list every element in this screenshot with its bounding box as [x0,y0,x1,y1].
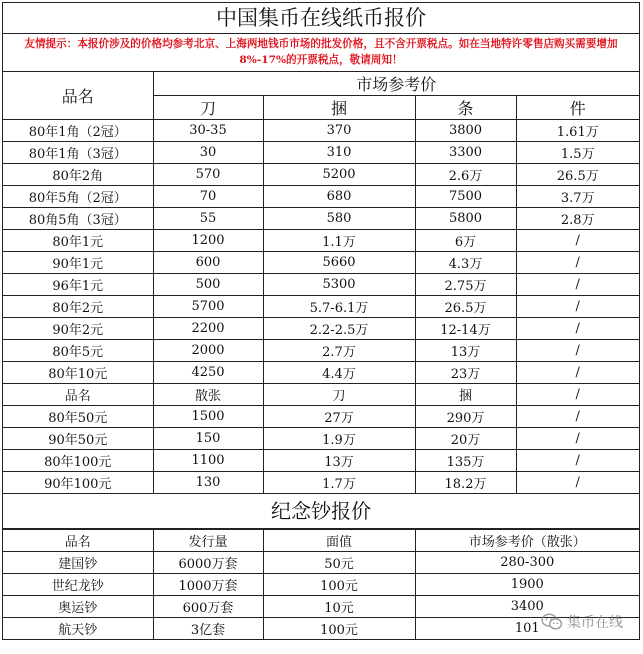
table-row [3,362,639,384]
banknote-price-table [3,72,639,494]
table-cell: 6000万套 [153,552,263,574]
table-cell: 2.2-2.5万 [263,318,415,340]
table-cell: / [516,450,639,472]
column-header: 捆 [263,96,415,120]
table-cell: 4.3万 [415,252,516,274]
table-cell: 80年1角（3冠） [3,142,153,164]
page-title: 中国集币在线纸币报价 [3,3,639,34]
table-cell: / [516,340,639,362]
table-cell: 3亿套 [153,618,263,640]
market-header: 市场参考价 [153,72,639,96]
table-cell: 90年2元 [3,318,153,340]
table-row [3,164,639,186]
table-cell: 12-14万 [415,318,516,340]
table-cell: 80年1角（2冠） [3,120,153,142]
table-cell: 5800 [415,208,516,230]
table-cell: 90年100元 [3,472,153,494]
table-row [3,450,639,472]
table-cell: 90年1元 [3,252,153,274]
table-row [3,318,639,340]
table-cell: / [516,230,639,252]
table-cell: 310 [263,142,415,164]
table-cell: 1000万套 [153,574,263,596]
table-row [3,428,639,450]
table-row [3,142,639,164]
table-cell: 280-300 [415,552,639,574]
table-cell: 13万 [415,340,516,362]
table-cell: 3800 [415,120,516,142]
table-cell: 1.7万 [263,472,415,494]
table-cell: 100元 [263,574,415,596]
table-cell: 570 [153,164,263,186]
column-header: 件 [516,96,639,120]
table-cell: 5660 [263,252,415,274]
table-cell: 2.75万 [415,274,516,296]
table-cell: 刀 [263,384,415,406]
table-cell: 1100 [153,450,263,472]
name-header: 品名 [3,72,153,120]
table-row [3,406,639,428]
table-cell: 4.4万 [263,362,415,384]
table-cell: 23万 [415,362,516,384]
table-cell: 50元 [263,552,415,574]
table-cell: 90年50元 [3,428,153,450]
table-cell: 1500 [153,406,263,428]
table-cell: 2.6万 [415,164,516,186]
table-cell: 2000 [153,340,263,362]
table-row [3,472,639,494]
table-cell: 1.1万 [263,230,415,252]
table-cell: 290万 [415,406,516,428]
column-header: 发行量 [153,530,263,552]
table-cell: 130 [153,472,263,494]
watermark-text: 集币在线 [567,615,623,631]
table-cell: 5200 [263,164,415,186]
table-row [3,552,639,574]
table-cell: 散张 [153,384,263,406]
table-cell: / [516,318,639,340]
table-cell: 10元 [263,596,415,618]
table-row [3,120,639,142]
table-cell: 捆 [415,384,516,406]
table-row [3,208,639,230]
table-cell: 2.8万 [516,208,639,230]
table-cell: 96年1元 [3,274,153,296]
table-cell: 1.9万 [263,428,415,450]
table-cell: 30-35 [153,120,263,142]
table-cell: 70 [153,186,263,208]
table-cell: 26.5万 [415,296,516,318]
table-cell: 80年50元 [3,406,153,428]
table-row [3,340,639,362]
table-cell: / [516,472,639,494]
table-cell: 80年2元 [3,296,153,318]
table-cell: 135万 [415,450,516,472]
table-cell: / [516,252,639,274]
table-cell: 80年5角（2冠） [3,186,153,208]
price-sheet [2,2,640,640]
table-cell: 80年1元 [3,230,153,252]
table-cell: 680 [263,186,415,208]
table-cell: 建国钞 [3,552,153,574]
table-cell: 3400 [415,596,639,618]
table-cell: 80年10元 [3,362,153,384]
table-cell: 27万 [263,406,415,428]
table-cell: 30 [153,142,263,164]
table-cell: 5300 [263,274,415,296]
table-cell: 6万 [415,230,516,252]
table-cell: 55 [153,208,263,230]
table-cell: 品名 [3,384,153,406]
table-cell: 5.7-6.1万 [263,296,415,318]
table-cell: 150 [153,428,263,450]
table-cell: 370 [263,120,415,142]
wechat-icon [541,613,563,631]
table-cell: 13万 [263,450,415,472]
table-cell: 100元 [263,618,415,640]
table-cell: 5700 [153,296,263,318]
table-cell: 26.5万 [516,164,639,186]
table-cell: / [516,274,639,296]
table-row [3,274,639,296]
table-cell: 奥运钞 [3,596,153,618]
table-cell: 101 [415,618,639,640]
table-cell: / [516,428,639,450]
table-row [3,252,639,274]
table-cell: 世纪龙钞 [3,574,153,596]
table-cell: / [516,362,639,384]
table-cell: 80角5角（3冠） [3,208,153,230]
table-row [3,296,639,318]
table-cell: 80年100元 [3,450,153,472]
table-cell: 2.7万 [263,340,415,362]
table-row [3,186,639,208]
column-header: 市场参考价（散张） [415,530,639,552]
column-header: 条 [415,96,516,120]
table-row [3,384,639,406]
table-cell: 2200 [153,318,263,340]
table-cell: 3300 [415,142,516,164]
column-header: 刀 [153,96,263,120]
commemorative-title: 纪念钞报价 [3,494,639,529]
table-cell: 1200 [153,230,263,252]
table-cell: 18.2万 [415,472,516,494]
table-cell: 600万套 [153,596,263,618]
table-cell: 80年2角 [3,164,153,186]
watermark [541,612,623,632]
table-cell: 80年5元 [3,340,153,362]
table-row [3,574,639,596]
table-cell: / [516,384,639,406]
table-cell: 1.5万 [516,142,639,164]
table-row [3,230,639,252]
table-cell: 7500 [415,186,516,208]
table-cell: 3.7万 [516,186,639,208]
table-cell: 航天钞 [3,618,153,640]
table-cell: 4250 [153,362,263,384]
notice-text: 友情提示：本报价涉及的价格均参考北京、上海两地钱币市场的批发价格，且不含开票税点。如在当地特许零售店购买需要增加8%-17%的开票税点，敬请周知！ [3,34,639,72]
table-cell: 1900 [415,574,639,596]
table-cell: 580 [263,208,415,230]
column-header: 面值 [263,530,415,552]
table-cell: / [516,296,639,318]
table-cell: 1.61万 [516,120,639,142]
table-cell: 20万 [415,428,516,450]
table-cell: / [516,406,639,428]
column-header: 品名 [3,530,153,552]
table-cell: 600 [153,252,263,274]
table-cell: 500 [153,274,263,296]
